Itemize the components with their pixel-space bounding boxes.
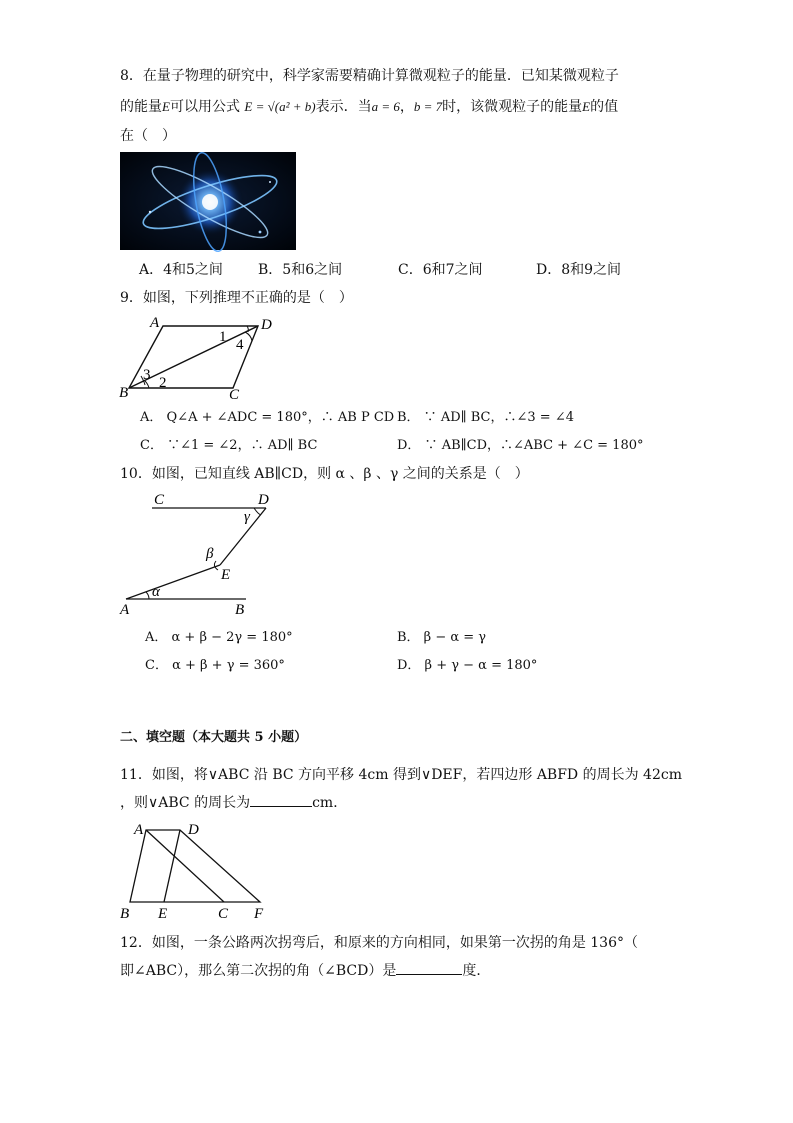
q12-answer-blank[interactable] [396,974,462,975]
q8-text-a: 的能量 [120,99,162,115]
q11-label-a: A [134,822,144,838]
q8-cond-b: b = 7 [413,99,443,114]
q10-option-b: B． β − α = γ [397,630,487,645]
q10-option-d: D． β + γ − α = 180° [397,658,538,673]
q9-option-d: D． ∵ AB∥CD，∴∠ABC + ∠C = 180° [397,438,644,453]
q8-option-a: A．4和5之间 [139,262,223,278]
q8-line3: 在（ ） [120,128,176,144]
q11-label-e: E [158,906,168,922]
q10-label-b: B [235,602,245,618]
q9-option-a: A． Q∠A + ∠ADC = 180°，∴ AB P CD [140,410,395,425]
q11-label-f: F [254,906,264,922]
q8-var-e2: E [582,99,591,114]
q9-label-1: 1 [219,329,227,345]
q9-option-b: B． ∵ AD∥ BC，∴∠3 = ∠4 [397,410,574,425]
q11-answer-blank[interactable] [250,806,312,807]
q11-label-d: D [188,822,199,838]
q8-text-e: 的值 [590,99,619,115]
q11-line2 [120,793,347,813]
q9-label-2: 2 [159,375,167,391]
q8-comma: ， [399,99,414,115]
q8-line1: 8．在量子物理的研究中，科学家需要精确计算微观粒子的能量．已知某微观粒子 [120,68,619,84]
q9-stem: 9．如图，下列推理不正确的是（ ） [120,290,353,306]
q10-label-alpha: α [152,584,160,600]
q12-line2 [120,961,490,981]
q10-label-c: C [154,492,165,508]
q8-text-b: 可以用公式 [169,99,240,115]
q11-label-c: C [218,906,229,922]
q8-option-c: C．6和7之间 [398,262,483,278]
q11-figure [116,820,276,920]
q9-figure [115,313,295,403]
q10-label-e: E [221,567,231,583]
q10-label-gamma: γ [244,509,250,525]
q12-text-a: 即∠ABC），那么第二次拐的角（∠BCD）是 [120,963,397,979]
particle-energy-image [120,152,296,250]
q9-label-4: 4 [236,337,244,353]
q8-option-d: D．8和9之间 [536,262,622,278]
q10-stem: 10．如图，已知直线 AB∥CD，则 α 、β 、γ 之间的关系是（ ） [120,466,529,482]
q10-label-d: D [258,492,269,508]
q11-label-b: B [120,906,130,922]
q9-label-a: A [150,315,160,331]
q10-gamma-arc [254,508,261,515]
q8-text-d: 时，该微观粒子的能量 [442,99,583,115]
q8-var-e: E [162,99,170,114]
q10-segment-ea [126,565,220,599]
q9-option-c: C． ∵∠1 = ∠2，∴ AD∥ BC [140,438,318,453]
section-heading-fill-in: 二、填空题（本大题共 5 小题） [120,730,308,745]
q10-segment-de [220,508,266,565]
q9-label-c: C [229,387,240,403]
q10-alpha-arc [146,592,149,599]
q10-option-a: A． α + β − 2γ = 180° [145,630,293,645]
q8-text-c: 表示．当 [315,99,372,115]
q9-angle4-arc [245,332,252,341]
q9-label-3: 3 [143,367,151,383]
q10-option-c: C． α + β + γ = 360° [145,658,285,673]
q8-formula: E = √(a² + b) [244,99,316,114]
q8-option-b: B．5和6之间 [258,262,343,278]
q10-label-beta: β [206,546,214,562]
q10-figure [118,488,278,618]
q11-quad-abfd [130,830,260,902]
q9-label-b: B [119,385,129,401]
q8-line2 [120,97,618,117]
q11-line1: 11．如图，将∨ABC 沿 BC 方向平移 4cm 得到∨DEF，若四边形 ABFD 的周长为 42cm [120,767,682,783]
q10-label-a: A [120,602,130,618]
q12-text-b: 度． [462,963,491,979]
q9-label-d: D [261,317,272,333]
q8-cond-a: a = 6 [371,99,400,114]
q11-text-b: cm． [312,795,348,811]
q11-segment-ac [146,830,224,902]
q11-segment-de [164,830,180,902]
q11-text-a: ，则∨ABC 的周长为 [120,795,251,811]
q12-line1: 12．如图，一条公路两次拐弯后，和原来的方向相同，如果第一次拐的角是 136°（ [120,935,638,951]
